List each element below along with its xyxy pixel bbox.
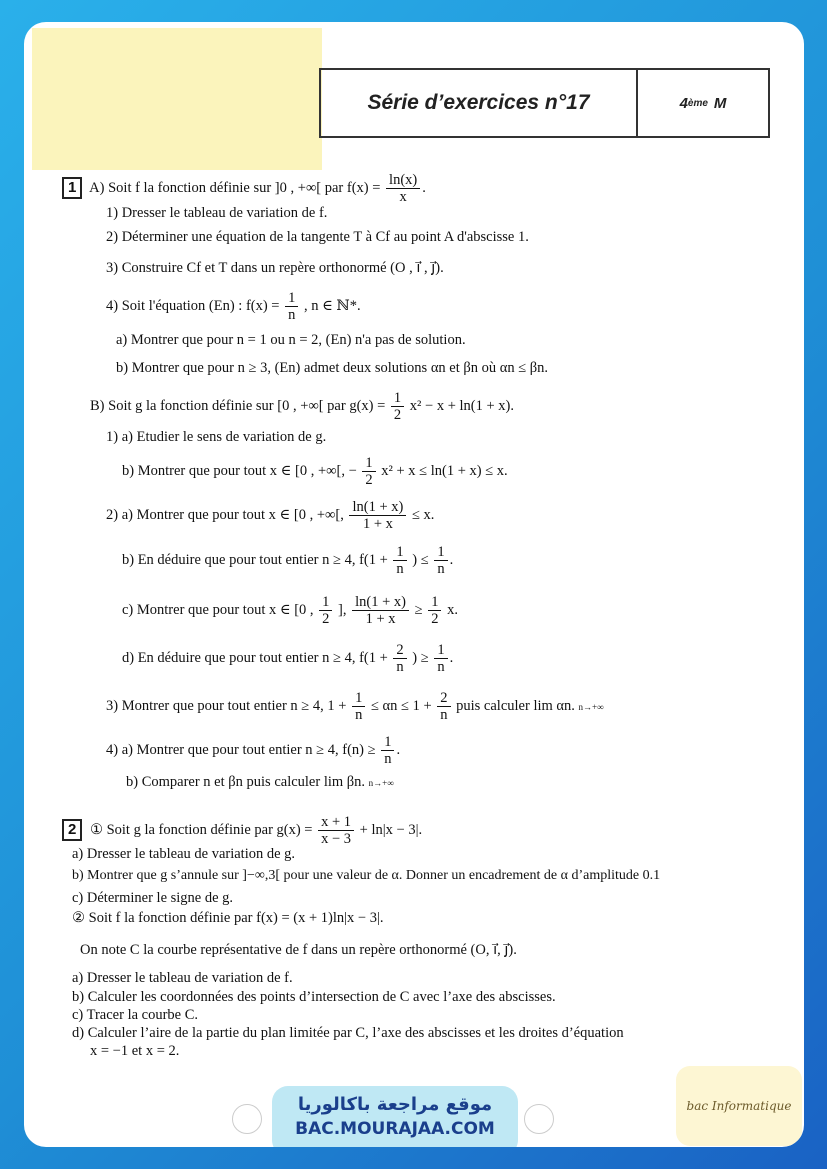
ex1-b4b: b) Comparer n et βn puis calculer lim βn. n→+∞ [126,774,394,790]
ex2-c: c) Déterminer le signe de g. [72,890,234,906]
ex1-number: 1 [62,177,82,199]
ex1-b1b: b) Montrer que pour tout x ∈ [0 , +∞[, − $\frac{1}{2}$ x² + x ≤ ln(1 + x) ≤ x. [122,455,508,488]
ex2-c2: c) Tracer la courbe C. [72,1007,199,1023]
ex1-q4a: a) Montrer que pour n = 1 ou n = 2, (En) n'a pas de solution. [116,332,466,348]
ex2-b: b) Montrer que g s’annule sur ]−∞,3[ pour une valeur de α. Donner un encadrement de α d’amplitude 0.1 [72,868,661,883]
right-logo-icon [524,1104,554,1134]
sheet-title: Série d’exercices n°17 [321,70,638,136]
ex1-b2a: 2) a) Montrer que pour tout x ∈ [0 , +∞[, $\frac{\ln(1 + x)}{1 + x}$ ≤ x. [106,499,435,532]
ex1-q2: 2) Déterminer une équation de la tangente T à Cf au point A d'abscisse 1. [106,229,529,245]
ex2-d2b: x = −1 et x = 2. [90,1043,180,1059]
ex1-b1a: 1) a) Etudier le sens de variation de g. [106,429,327,445]
ex1-part-a: 1 A) Soit f la fonction définie sur ]0 , +∞[ par f(x) = $\frac{\ln(x)}{x}$ . [62,172,426,205]
ex2-a: a) Dresser le tableau de variation de g. [72,846,296,862]
ex2-number: 2 [62,819,82,841]
ex1-q1: 1) Dresser le tableau de variation de f. [106,205,328,221]
ex2-b2: b) Calculer les coordonnées des points d’intersection de C avec l’axe des abscisses. [72,989,556,1005]
exercise-sheet [24,22,804,1147]
ex1-q3: 3) Construire Cf et T dans un repère orthonormé (O , i⃗ , j⃗). [106,260,444,276]
site-banner[interactable] [272,1086,518,1147]
ex1-q4: 4) Soit l'équation (En) : f(x) = $\frac{1}{n}$ , n ∈ ℕ*. [106,290,361,323]
ex1-b2b: b) En déduire que pour tout entier n ≥ 4, f(1 + $\frac{1}{n}$ ) ≤ $\frac{1}{n}$ . [122,544,454,577]
level-label: 4 ème M [679,94,727,112]
ex1-b2c: c) Montrer que pour tout x ∈ [0 , $\frac{1}{2}$ ], $\frac{\ln(1 + x)}{1 + x}$ ≥ $\frac{1}{2}$ x. [122,594,458,627]
exercise-content [24,22,804,1147]
ex2-part2: ② Soit f la fonction définie par f(x) = (x + 1)ln|x − 3|. [72,910,384,926]
banner-arabic: موقع مراجعة باكالوريا [297,1094,493,1115]
ex2-a2: a) Dresser le tableau de variation de f. [72,970,293,986]
ex2-note: On note C la courbe représentative de f dans un repère orthonormé (O, i⃗, j⃗). [80,942,517,958]
banner-url[interactable]: BAC.MOURAJAA.COM [295,1119,495,1139]
ex1-b2d: d) En déduire que pour tout entier n ≥ 4, f(1 + $\frac{2}{n}$ ) ≥ $\frac{1}{n}$ . [122,642,454,675]
ex1-q4b: b) Montrer que pour n ≥ 3, (En) admet deux solutions αn et βn où αn ≤ βn. [116,360,549,376]
left-logo-icon [232,1104,262,1134]
ex2-part1: 2 ① Soit g la fonction définie par g(x) = $\frac{x + 1}{x - 3}$ + ln|x − 3|. [62,814,422,847]
ex1-part-b: B) Soit g la fonction définie sur [0 , +∞[ par g(x) = $\frac{1}{2}$ x² − x + ln(1 + x). [90,390,514,423]
ex1-b4a: 4) a) Montrer que pour tout entier n ≥ 4, f(n) ≥ $\frac{1}{n}$ . [106,734,401,767]
ex1-b3: 3) Montrer que pour tout entier n ≥ 4, 1 + $\frac{1}{n}$ ≤ αn ≤ 1 + $\frac{2}{n}$ puis calculer lim αn. n→+∞ [106,690,604,723]
bac-informatique-logo: bac Informatique [676,1066,802,1146]
ex2-d2: d) Calculer l’aire de la partie du plan limitée par C, l’axe des abscisses et les droites d’équation [72,1025,624,1041]
